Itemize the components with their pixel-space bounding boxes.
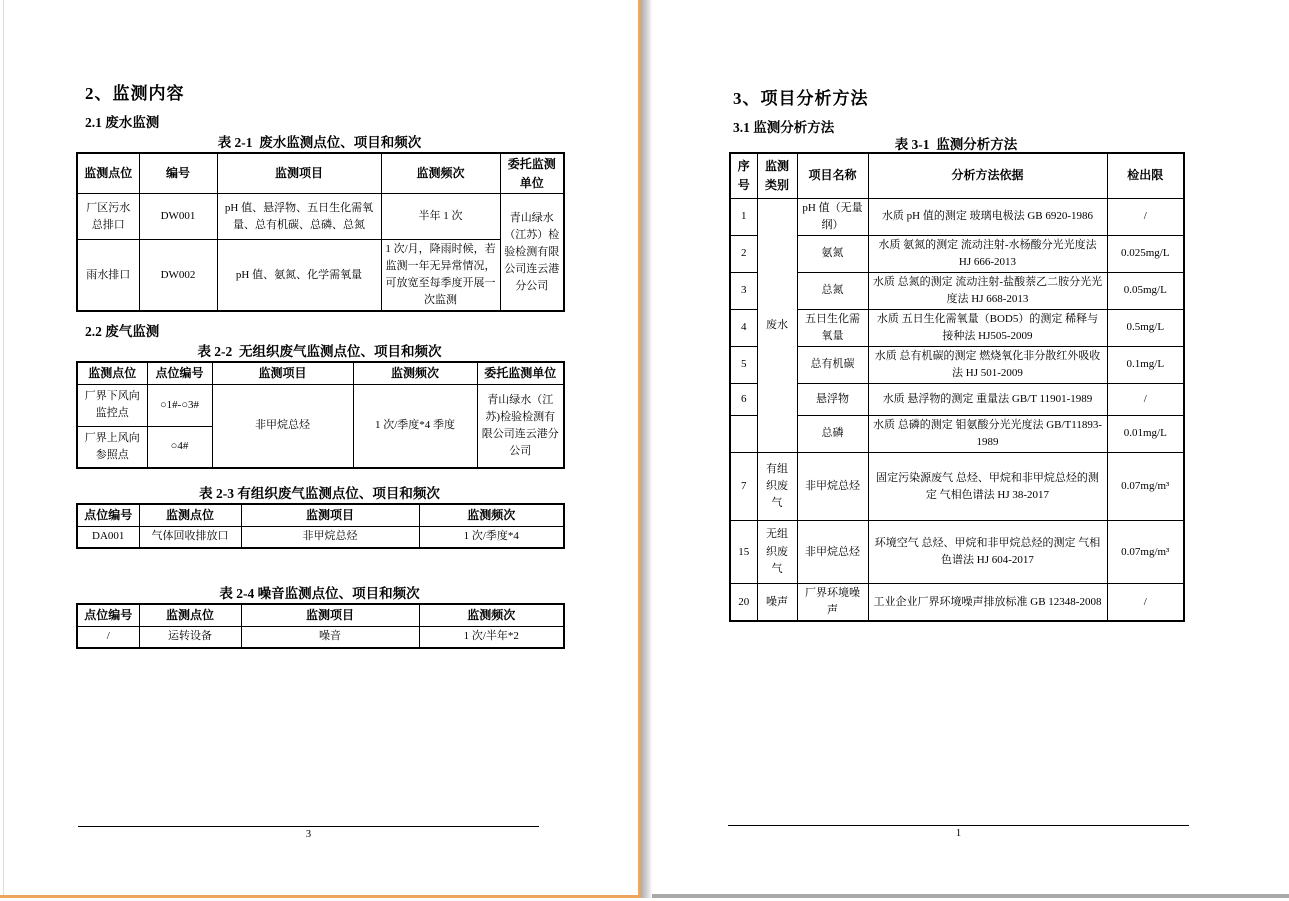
t23-r1-freq: 1 次/季度*4 — [419, 526, 564, 548]
t24-header-freq: 监测频次 — [419, 604, 564, 626]
t31-r9-limit: 0.07mg/m³ — [1107, 521, 1184, 584]
t31-r6-name: 悬浮物 — [797, 383, 868, 415]
table-3-1-caption: 表 3-1 监测分析方法 — [894, 137, 1018, 152]
t22-r2-point: 厂界上风向参照点 — [77, 426, 147, 468]
table-2-3-caption: 表 2-3 有组织废气监测点位、项目和频次 — [199, 486, 440, 501]
t31-r9-name: 非甲烷总烃 — [797, 521, 868, 584]
t31-category-noise: 噪声 — [757, 584, 797, 622]
section-gas-heading: 2.2 废气监测 — [85, 324, 160, 339]
t24-r1-code: / — [77, 626, 139, 648]
table-row — [730, 272, 1184, 309]
table-row — [77, 384, 564, 426]
t31-r7-name: 总磷 — [797, 415, 868, 452]
t31-r9-method: 环境空气 总烃、甲烷和非甲烷总烃的测定 气相色谱法 HJ 604-2017 — [868, 521, 1107, 584]
t31-category-unorganized: 无组织废气 — [757, 521, 797, 584]
table-row — [730, 346, 1184, 383]
t31-r4-name: 五日生化需氧量 — [797, 309, 868, 346]
t23-header-item: 监测项目 — [241, 504, 419, 526]
t22-header-agency: 委托监测单位 — [477, 362, 564, 384]
t31-r2-no: 2 — [730, 235, 757, 272]
t31-r5-method: 水质 总有机碳的测定 燃烧氧化非分散红外吸收法 HJ 501-2009 — [868, 346, 1107, 383]
t31-r7-no — [730, 415, 757, 452]
left-footer-rule — [78, 826, 539, 827]
table-2-4-caption: 表 2-4 噪音监测点位、项目和频次 — [219, 586, 420, 601]
t23-header-code: 点位编号 — [77, 504, 139, 526]
t23-header-freq: 监测频次 — [419, 504, 564, 526]
t24-r1-point: 运转设备 — [139, 626, 241, 648]
t31-header-limit: 检出限 — [1107, 153, 1184, 198]
t21-header-code: 编号 — [139, 153, 217, 194]
t21-header-agency: 委托监测单位 — [500, 153, 564, 194]
t31-r2-limit: 0.025mg/L — [1107, 235, 1184, 272]
left-page-bottom-border — [0, 895, 640, 898]
table-2-1-caption: 表 2-1 废水监测点位、项目和频次 — [217, 135, 422, 150]
t31-r8-limit: 0.07mg/m³ — [1107, 453, 1184, 521]
table-row — [77, 526, 564, 548]
t21-r1-items: pH 值、悬浮物、五日生化需氧量、总有机碳、总磷、总氮 — [217, 194, 381, 240]
t31-r8-method: 固定污染源废气 总烃、甲烷和非甲烷总烃的测定 气相色谱法 HJ 38-2017 — [868, 453, 1107, 521]
t24-header-point: 监测点位 — [139, 604, 241, 626]
t31-r7-limit: 0.01mg/L — [1107, 415, 1184, 452]
table-2-4 — [76, 603, 565, 649]
t21-header-point: 监测点位 — [77, 153, 139, 194]
left-page-number: 3 — [305, 829, 312, 840]
t24-header-code: 点位编号 — [77, 604, 139, 626]
t21-r1-point: 厂区污水总排口 — [77, 194, 139, 240]
t31-r3-limit: 0.05mg/L — [1107, 272, 1184, 309]
t31-category-wastewater: 废水 — [757, 198, 797, 453]
t31-r5-no: 5 — [730, 346, 757, 383]
t31-r4-limit: 0.5mg/L — [1107, 309, 1184, 346]
t31-r4-method: 水质 五日生化需氧量（BOD5）的测定 稀释与接种法 HJ505-2009 — [868, 309, 1107, 346]
t31-header-method: 分析方法依据 — [868, 153, 1107, 198]
t24-header-item: 监测项目 — [241, 604, 419, 626]
t31-r8-name: 非甲烷总烃 — [797, 453, 868, 521]
table-2-1 — [76, 152, 565, 312]
t23-header-point: 监测点位 — [139, 504, 241, 526]
table-row — [730, 415, 1184, 452]
t22-agency-cell: 青山绿水（江苏)检验检测有限公司连云港分公司 — [477, 384, 564, 468]
table-row — [730, 235, 1184, 272]
t31-r10-method: 工业企业厂界环境噪声排放标准 GB 12348-2008 — [868, 584, 1107, 622]
t21-header-items: 监测项目 — [217, 153, 381, 194]
table-row — [730, 521, 1184, 584]
t31-r8-no: 7 — [730, 453, 757, 521]
t21-r2-items: pH 值、氨氮、化学需氧量 — [217, 240, 381, 312]
t31-r10-limit: / — [1107, 584, 1184, 622]
t22-header-freq: 监测频次 — [353, 362, 477, 384]
t23-r1-code: DA001 — [77, 526, 139, 548]
t22-r2-code: ○4# — [147, 426, 212, 468]
table-row — [730, 198, 1184, 235]
t31-r5-limit: 0.1mg/L — [1107, 346, 1184, 383]
t31-r4-no: 4 — [730, 309, 757, 346]
t21-agency-cell: 青山绿水（江苏）检验检测有限公司连云港分公司 — [500, 194, 564, 312]
table-row — [77, 194, 564, 240]
section-wastewater-heading: 2.1 废水监测 — [85, 115, 160, 130]
t31-r6-no: 6 — [730, 383, 757, 415]
t31-r10-no: 20 — [730, 584, 757, 622]
t22-r1-point: 厂界下风向监控点 — [77, 384, 147, 426]
t31-r1-no: 1 — [730, 198, 757, 235]
table-2-2 — [76, 361, 565, 469]
left-page-title: 2、监测内容 — [85, 84, 185, 103]
t31-category-organized: 有组织废气 — [757, 453, 797, 521]
table-3-1 — [729, 152, 1185, 622]
t31-r3-no: 3 — [730, 272, 757, 309]
t31-header-no: 序号 — [730, 153, 757, 198]
t31-r1-name: pH 值（无量纲） — [797, 198, 868, 235]
right-page-bottom-border — [652, 894, 1289, 898]
t31-r3-method: 水质 总氮的测定 流动注射-盐酸萘乙二胺分光光度法 HJ 668-2013 — [868, 272, 1107, 309]
table-row — [730, 309, 1184, 346]
right-page-title: 3、项目分析方法 — [733, 89, 869, 108]
t31-r1-limit: / — [1107, 198, 1184, 235]
t23-r1-item: 非甲烷总烃 — [241, 526, 419, 548]
t31-header-name: 项目名称 — [797, 153, 868, 198]
t22-r1-code: ○1#-○3# — [147, 384, 212, 426]
t21-r1-freq: 半年 1 次 — [381, 194, 500, 240]
t24-r1-item: 噪音 — [241, 626, 419, 648]
table-2-3 — [76, 503, 565, 549]
t31-r2-method: 水质 氨氮的测定 流动注射-水杨酸分光光度法 HJ 666-2013 — [868, 235, 1107, 272]
t31-r7-method: 水质 总磷的测定 钼氨酸分光光度法 GB/T11893-1989 — [868, 415, 1107, 452]
t31-r1-method: 水质 pH 值的测定 玻璃电极法 GB 6920-1986 — [868, 198, 1107, 235]
t23-r1-point: 气体回收排放口 — [139, 526, 241, 548]
t21-r2-point: 雨水排口 — [77, 240, 139, 312]
page-gutter — [638, 0, 652, 898]
table-row — [730, 584, 1184, 622]
t31-r9-no: 15 — [730, 521, 757, 584]
table-row — [730, 453, 1184, 521]
left-page-edge — [3, 0, 4, 898]
t31-r2-name: 氨氮 — [797, 235, 868, 272]
t24-r1-freq: 1 次/半年*2 — [419, 626, 564, 648]
table-row — [77, 626, 564, 648]
t22-freq-cell: 1 次/季度*4 季度 — [353, 384, 477, 468]
t22-header-code: 点位编号 — [147, 362, 212, 384]
t31-r5-name: 总有机碳 — [797, 346, 868, 383]
table-2-2-caption: 表 2-2 无组织废气监测点位、项目和频次 — [197, 344, 442, 359]
t21-header-freq: 监测频次 — [381, 153, 500, 194]
t22-header-item: 监测项目 — [212, 362, 353, 384]
t31-r6-method: 水质 悬浮物的测定 重量法 GB/T 11901-1989 — [868, 383, 1107, 415]
t31-r6-limit: / — [1107, 383, 1184, 415]
t31-r10-name: 厂界环境噪声 — [797, 584, 868, 622]
t21-r2-freq: 1 次/月，降雨时候，若监测一年无异常情况，可放宽至每季度开展一次监测 — [381, 240, 500, 312]
t22-item-cell: 非甲烷总烃 — [212, 384, 353, 468]
right-page-number: 1 — [955, 828, 962, 839]
table-row — [77, 240, 564, 312]
t31-r3-name: 总氮 — [797, 272, 868, 309]
t21-r1-code: DW001 — [139, 194, 217, 240]
t22-header-point: 监测点位 — [77, 362, 147, 384]
right-footer-rule — [728, 825, 1189, 826]
t21-r2-code: DW002 — [139, 240, 217, 312]
section-analysis-heading: 3.1 监测分析方法 — [733, 120, 835, 135]
t31-header-category: 监测类别 — [757, 153, 797, 198]
table-row — [730, 383, 1184, 415]
